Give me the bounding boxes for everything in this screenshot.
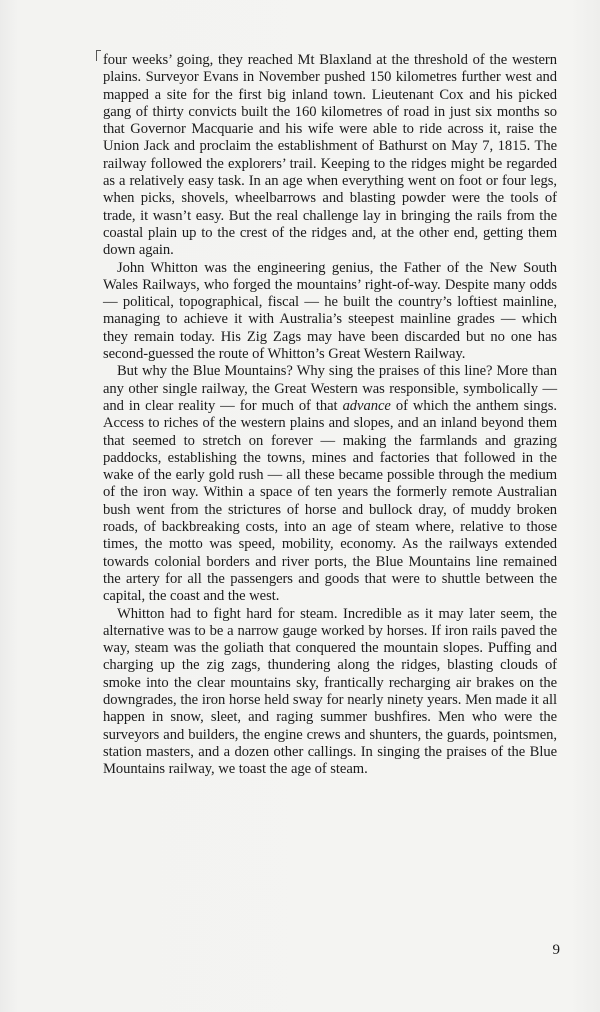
emphasis-advance: advance	[342, 397, 391, 414]
paragraph-1: four weeks’ going, they reached Mt Blaxland at the threshold of the western plains. Surveyor Evans in November pushed 150 kilometres further west and mapped a site for the first big inland town. Lieutenant Cox and his picked gang of thirty convicts built the 160 kilometres of road in just six months so that Governor Macquarie and his wife were able to ride across it, raise the Union Jack and proclaim the establishment of Bathurst on May 7, 1815. The railway followed the explorers’ trail. Keeping to the ridges might be regarded as a relatively easy task. In an age when everything went on foot or four legs, when picks, shovels, wheelbarrows and blasting powder were the tools of trade, it wasn’t easy. But the real challenge lay in bringing the rails from the coastal plain up to the crest of the ridges and, at the other end, getting them down again.	[103, 52, 557, 259]
paragraph-4: Whitton had to fight hard for steam. Incredible as it may later seem, the alternative was to be a narrow gauge worked by horses. If iron rails paved the way, steam was the goliath that conquered the mountain slopes. Puffing and charging up the zig zags, thundering along the ridges, blasting clouds of smoke into the clear mountains sky, frantically recharging air brakes on the downgrades, the iron horse held sway for nearly ninety years. Men made it all happen in snow, sleet, and raging summer bushfires. Men who were the surveyors and builders, the engine crews and shunters, the guards, pointsmen, station masters, and a dozen other callings. In singing the praises of the Blue Mountains railway, we toast the age of steam.	[103, 605, 557, 778]
body-text	[103, 52, 557, 778]
paragraph-3: But why the Blue Mountains? Why sing the praises of this line? More than any other single railway, the Great Western was responsible, symbolically — and in clear reality — for much of that advance of which the anthem sings. Access to riches of the western plains and slopes, and an inland beyond them that seemed to stretch on forever — making the farmlands and grazing paddocks, establishing the towns, mines and factories that followed in the wake of the early gold rush — all these became possible through the medium of the iron way. Within a space of ten years the formerly remote Australian bush went from the strictures of horse and bullock dray, of muddy broken roads, of backbreaking costs, into an age of steam where, relative to those times, the motto was speed, mobility, economy. As the railways extended towards colonial borders and river ports, the Blue Mountains line remained the artery for all the passengers and goods that were to shuttle between the capital, the coast and the west.	[103, 363, 557, 605]
scan-corner-mark	[96, 50, 101, 61]
page-number: 9	[552, 942, 560, 958]
paragraph-2: John Whitton was the engineering genius, the Father of the New South Wales Railways, who forged the mountains’ right-of-way. Despite many odds — political, topographical, fiscal — he built the country’s loftiest mainline, managing to achieve it with Australia’s steepest mainline grades — which they remain today. His Zig Zags may have been discarded but no one has second-guessed the route of Whitton’s Great Western Railway.	[103, 259, 557, 363]
